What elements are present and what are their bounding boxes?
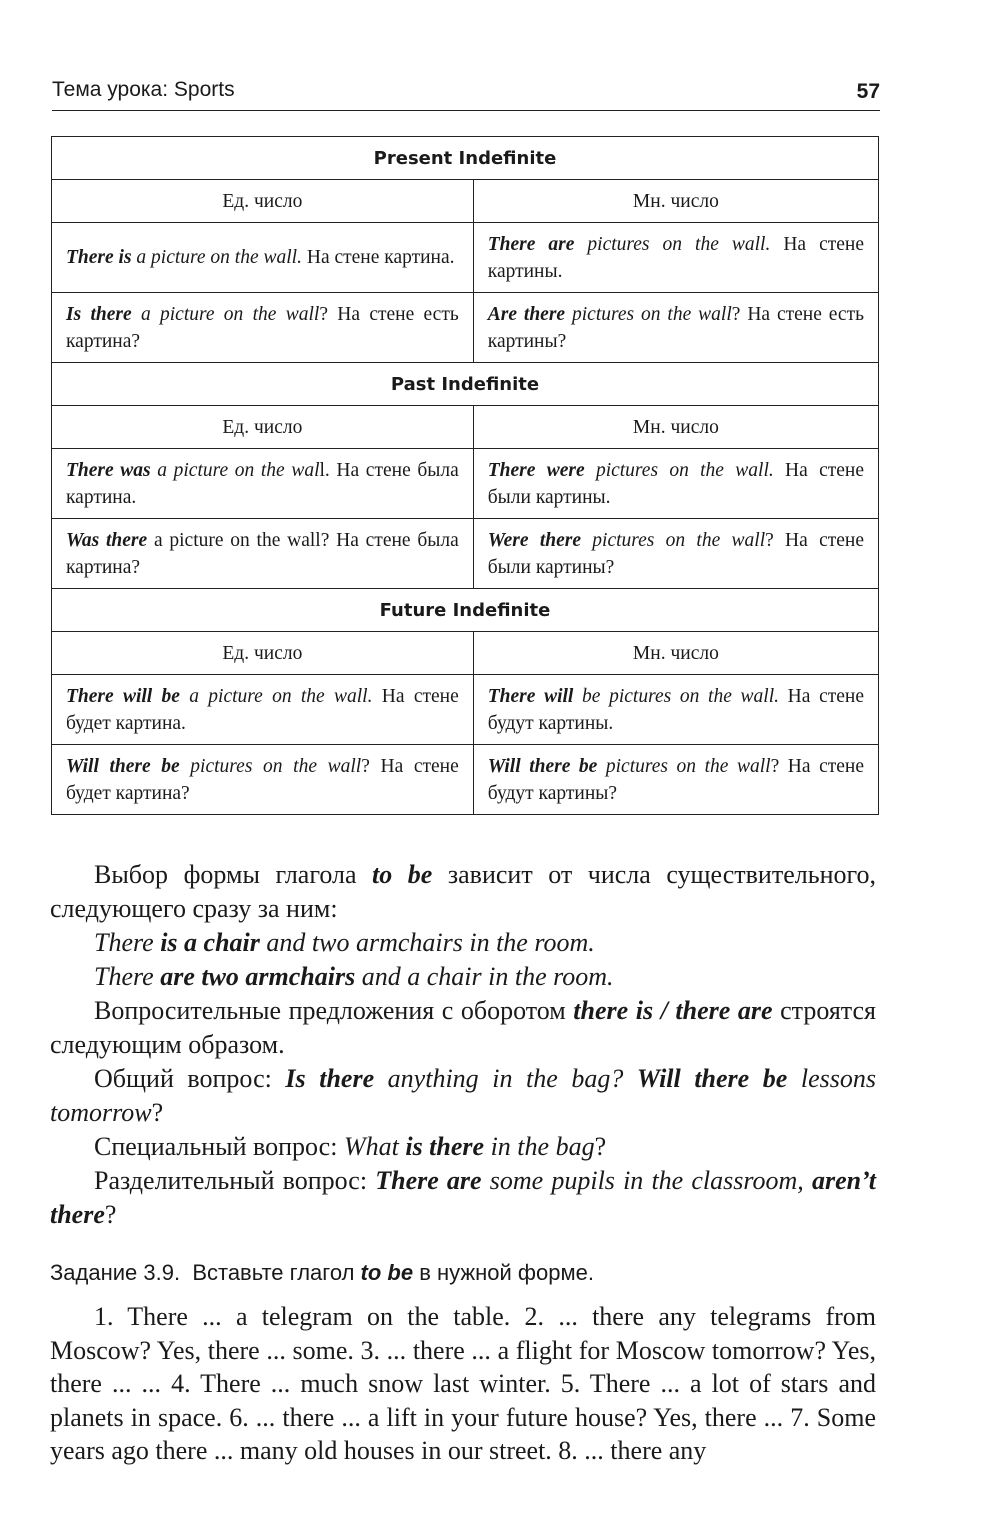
table-row [52,745,879,815]
plural-example: Are there pictures on the wall? На стене есть картины? [473,293,878,363]
grammar-table [51,136,879,815]
singular-header: Ед. число [52,180,474,223]
plural-example: There are pictures on the wall. На стене картины. [473,223,878,293]
example-singular: There is a chair and two armchairs in the room. [94,928,595,957]
plural-example: There were pictures on the wall. На стене были картины. [473,449,878,519]
general-question: Общий вопрос: Is there anything in the bag? Will there be lessons tomorrow? [50,1064,876,1127]
special-question: Специальный вопрос: What is there in the bag? [94,1132,607,1161]
section-title: Past Indefinite [52,363,879,406]
table-row [52,519,879,589]
tag-question: Разделительный вопрос: There are some pupils in the classroom, aren’t there? [50,1166,876,1229]
page-number: 57 [856,80,880,103]
singular-example: Was there a picture on the wall? На стене была картина? [52,519,474,589]
exercise-text [50,1300,876,1468]
singular-example: Will there be pictures on the wall? На стене будет картина? [52,745,474,815]
plural-header: Мн. число [473,632,878,675]
plural-header: Мн. число [473,180,878,223]
plural-example: Will there be pictures on the wall? На стене будут картины? [473,745,878,815]
section-title: Future Indefinite [52,589,879,632]
singular-header: Ед. число [52,406,474,449]
plural-header: Мн. число [473,406,878,449]
singular-example: There is a picture on the wall. На стене картина. [52,223,474,293]
table-row [52,675,879,745]
singular-example: There was a picture on the wall. На стене была картина. [52,449,474,519]
questions-paragraph: Вопросительные предложения с оборотом there is / there are строятся следующим образом. [50,996,876,1059]
example-plural: There are two armchairs and a chair in the room. [94,962,614,991]
table-row [52,223,879,293]
exercise-paragraph: 1. There ... a telegram on the table. 2. ... there any telegrams from Moscow? Yes, there ... some. 3. ... there ... a flight for Moscow tomorrow? Yes, there ... ... 4. There ... much snow last winter. 5. There ... a lot of stars and planets in space. 6. ... there ... a lift in your future house? Yes, there ... 7. Some years ago there ... many old houses in our street. 8. ... there any [50,1302,876,1466]
task-label: Задание 3.9. [50,1260,181,1285]
table-row [52,449,879,519]
explanation-text [50,858,876,1232]
lesson-title: Тема урока: Sports [52,78,235,101]
plural-example: There will be pictures on the wall. На стене будут картины. [473,675,878,745]
table-row [52,293,879,363]
page-header [52,76,880,111]
singular-example: There will be a picture on the wall. На стене будет картина. [52,675,474,745]
singular-example: Is there a picture on the wall? На стене есть картина? [52,293,474,363]
section-title: Present Indefinite [52,137,879,180]
rule-paragraph: Выбор формы глагола to be зависит от числа существительного, следующего сразу за ним: [50,860,876,923]
task-heading: Задание 3.9. Вставьте глагол to be в нужной форме. [50,1260,594,1285]
singular-header: Ед. число [52,632,474,675]
plural-example: Were there pictures on the wall? На стене были картины? [473,519,878,589]
